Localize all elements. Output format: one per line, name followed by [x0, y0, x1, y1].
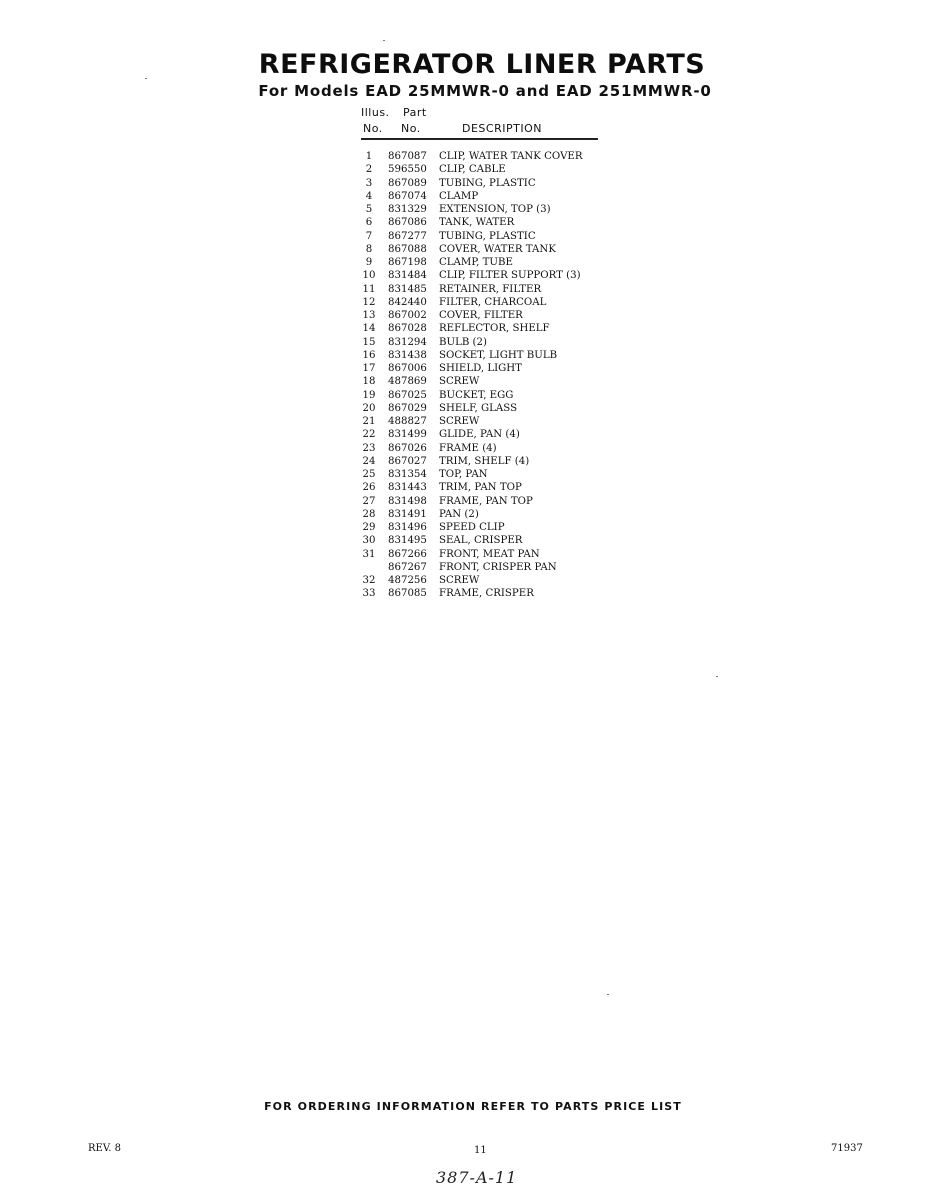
- illus-number: 6: [365, 217, 373, 229]
- part-row: [360, 415, 620, 428]
- part-row: [360, 481, 620, 494]
- scan-speck: [607, 994, 609, 995]
- part-description: FRONT, MEAT PAN: [439, 548, 540, 560]
- part-row: [360, 336, 620, 349]
- part-number: 867089: [388, 177, 427, 189]
- part-number: 487869: [388, 376, 427, 388]
- illus-column-label: Illus.: [361, 106, 390, 119]
- ordering-note: FOR ORDERING INFORMATION REFER TO PARTS PRICE LIST: [264, 1100, 682, 1113]
- part-description: COVER, WATER TANK: [439, 243, 556, 255]
- part-row: [360, 534, 620, 547]
- part-number: 831294: [388, 336, 427, 348]
- part-number: 867028: [388, 323, 427, 335]
- part-row: [360, 495, 620, 508]
- part-row: [360, 521, 620, 534]
- illus-number: 23: [362, 442, 376, 454]
- part-row: [360, 442, 620, 455]
- part-description: REFLECTOR, SHELF: [439, 323, 550, 335]
- part-row: [360, 163, 620, 176]
- part-number: 487256: [388, 575, 427, 586]
- document-code: 71937: [831, 1143, 863, 1154]
- part-number: 867267: [388, 561, 427, 573]
- scan-speck: [145, 78, 147, 79]
- part-description: SCREW: [439, 416, 480, 427]
- illus-number: 21: [362, 416, 376, 427]
- part-number: 831329: [388, 204, 427, 215]
- part-number: 831484: [388, 270, 427, 282]
- part-number: 831496: [388, 522, 427, 533]
- part-row: [360, 428, 620, 441]
- part-number: 867277: [388, 230, 427, 242]
- illus-number: 13: [362, 310, 376, 321]
- part-number: 867025: [388, 389, 427, 401]
- part-description: SOCKET, LIGHT BULB: [439, 349, 558, 361]
- illus-number: 19: [362, 389, 376, 401]
- part-number: 596550: [388, 164, 427, 176]
- part-description: SHIELD, LIGHT: [439, 363, 522, 374]
- part-row: [360, 216, 620, 229]
- part-description: FRAME, PAN TOP: [439, 495, 533, 507]
- part-description: TUBING, PLASTIC: [439, 177, 536, 189]
- illus-number: 12: [362, 296, 376, 308]
- illus-number: 24: [362, 455, 376, 467]
- part-row: [360, 468, 620, 481]
- part-row: [360, 362, 620, 375]
- part-row: [360, 574, 620, 587]
- part-row: [360, 402, 620, 415]
- illus-number: 1: [365, 151, 373, 162]
- part-description: BUCKET, EGG: [439, 389, 514, 401]
- illus-number: 18: [362, 376, 376, 388]
- illus-number: 4: [365, 190, 373, 202]
- part-number: 867198: [388, 257, 427, 268]
- part-number: 842440: [388, 296, 427, 308]
- part-number: 831485: [388, 283, 427, 295]
- illus-number: 28: [362, 508, 376, 520]
- part-column-label: Part: [403, 106, 427, 119]
- part-description: SCREW: [439, 575, 480, 586]
- revision-label: REV. 8: [88, 1143, 122, 1154]
- part-number: 867088: [388, 243, 427, 255]
- part-row: [360, 203, 620, 216]
- part-no-header: No.: [401, 122, 421, 135]
- page-title: REFRIGERATOR LINER PARTS: [258, 49, 706, 80]
- part-number: 831443: [388, 482, 427, 494]
- part-row: [360, 150, 620, 163]
- part-number: 867029: [388, 402, 427, 414]
- column-header-top: [361, 106, 427, 119]
- part-description: CLIP, CABLE: [439, 164, 506, 176]
- part-description: FRONT, CRISPER PAN: [439, 561, 557, 573]
- illus-number: 16: [362, 349, 376, 361]
- illus-number: 11: [362, 283, 376, 295]
- illus-number: 30: [362, 535, 376, 547]
- part-row: [360, 190, 620, 203]
- part-description: CLIP, FILTER SUPPORT (3): [439, 270, 581, 282]
- part-row: [360, 349, 620, 362]
- illus-number: 32: [362, 575, 376, 586]
- part-row: [360, 296, 620, 309]
- part-row: [360, 230, 620, 243]
- part-number: 831498: [388, 495, 427, 507]
- part-description: FRAME, CRISPER: [439, 588, 534, 600]
- part-row: [360, 389, 620, 402]
- part-description: RETAINER, FILTER: [439, 283, 542, 295]
- part-row: [360, 508, 620, 521]
- part-description: TANK, WATER: [439, 217, 515, 229]
- parts-list: [360, 150, 620, 601]
- illus-number: 33: [362, 588, 376, 600]
- model-subtitle: For Models EAD 25MMWR-0 and EAD 251MMWR-0: [258, 82, 712, 100]
- part-description: CLIP, WATER TANK COVER: [439, 151, 583, 162]
- part-description: EXTENSION, TOP (3): [439, 204, 551, 215]
- part-description: GLIDE, PAN (4): [439, 429, 520, 441]
- illus-number: 22: [362, 429, 376, 441]
- part-number: 831354: [388, 469, 427, 480]
- illus-number: 15: [362, 336, 376, 348]
- illus-number: 26: [362, 482, 376, 494]
- part-description: TOP, PAN: [439, 469, 488, 480]
- part-description: SEAL, CRISPER: [439, 535, 523, 547]
- illus-number: 8: [365, 243, 373, 255]
- part-number: 867026: [388, 442, 427, 454]
- part-row: [360, 283, 620, 296]
- part-description: CLAMP: [439, 190, 479, 202]
- illus-number: 29: [362, 522, 376, 533]
- part-row: [360, 177, 620, 190]
- part-description: BULB (2): [439, 336, 487, 348]
- part-row: [360, 375, 620, 388]
- illus-number: 20: [362, 402, 376, 414]
- part-row: [360, 269, 620, 282]
- part-description: COVER, FILTER: [439, 310, 523, 321]
- part-description: PAN (2): [439, 508, 479, 520]
- part-number: 867002: [388, 310, 427, 321]
- part-description: FRAME (4): [439, 442, 497, 454]
- part-number: 831499: [388, 429, 427, 441]
- part-number: 867086: [388, 217, 427, 229]
- part-number: 488827: [388, 416, 427, 427]
- part-description: FILTER, CHARCOAL: [439, 296, 547, 308]
- illus-number: 3: [365, 177, 373, 189]
- part-row: [360, 243, 620, 256]
- part-row: [360, 256, 620, 269]
- part-number: 831491: [388, 508, 427, 520]
- illus-number: 7: [365, 230, 373, 242]
- scan-speck: [383, 40, 385, 41]
- part-row: [360, 455, 620, 468]
- illus-no-header: No.: [363, 122, 383, 135]
- part-description: TUBING, PLASTIC: [439, 230, 536, 242]
- part-description: CLAMP, TUBE: [439, 257, 513, 268]
- column-header-bottom: [361, 122, 598, 140]
- part-description: TRIM, SHELF (4): [439, 455, 530, 467]
- part-number: 867087: [388, 151, 427, 162]
- part-description: SCREW: [439, 376, 480, 388]
- illus-number: 31: [362, 548, 376, 560]
- part-number: 867266: [388, 548, 427, 560]
- part-description: SHELF, GLASS: [439, 402, 518, 414]
- illus-number: 25: [362, 469, 376, 480]
- part-row: [360, 548, 620, 561]
- illus-number: 5: [365, 204, 373, 215]
- page-number: 11: [474, 1145, 487, 1156]
- part-number: 867027: [388, 455, 427, 467]
- part-row: [360, 309, 620, 322]
- part-description: TRIM, PAN TOP: [439, 482, 522, 494]
- illus-number: 17: [362, 363, 376, 374]
- illus-number: 27: [362, 495, 376, 507]
- illus-number: 10: [362, 270, 376, 282]
- part-number: 867074: [388, 190, 427, 202]
- illus-number: 2: [365, 164, 373, 176]
- part-number: 831495: [388, 535, 427, 547]
- part-row: [360, 561, 620, 574]
- part-number: 831438: [388, 349, 427, 361]
- illus-number: 9: [365, 257, 373, 268]
- part-number: 867085: [388, 588, 427, 600]
- handwritten-reference: 387-A-11: [436, 1168, 518, 1187]
- description-header: DESCRIPTION: [462, 122, 542, 135]
- part-row: [360, 322, 620, 335]
- illus-number: 14: [362, 323, 376, 335]
- part-row: [360, 587, 620, 600]
- scan-speck: [716, 676, 718, 677]
- part-description: SPEED CLIP: [439, 522, 505, 533]
- part-number: 867006: [388, 363, 427, 374]
